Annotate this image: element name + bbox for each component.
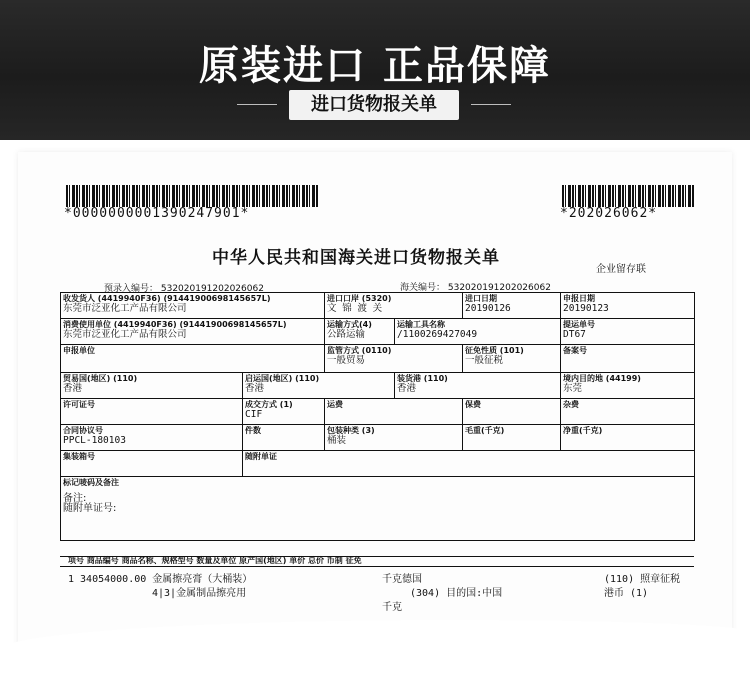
- vehicle-cell: 运输工具名称 /1100269427049: [395, 319, 561, 345]
- barcode-right-text: *202026062*: [560, 206, 658, 221]
- pre-entry-number: 预录入编号： 532020191202026062: [104, 284, 264, 294]
- record-number-cell: 备案号: [561, 345, 695, 373]
- goods-line-2-mid: (304) 目的国:中国: [410, 588, 503, 599]
- insurance-cell: 保费: [463, 399, 561, 425]
- misc-fee-cell: 杂费: [561, 399, 695, 425]
- container-cell: 集装箱号: [61, 451, 243, 477]
- pieces-cell: 件数: [243, 425, 325, 451]
- goods-line-2-right: 港币 (1): [604, 588, 649, 599]
- contract-cell: 合同协议号 PPCL-180103: [61, 425, 243, 451]
- marks-remarks-cell: 标记唛码及备注 备注: 随附单证号:: [61, 477, 695, 541]
- net-weight-cell: 净重(千克): [561, 425, 695, 451]
- goods-line-1-right: (110) 照章征税: [604, 574, 681, 585]
- promo-banner: [0, 0, 750, 140]
- attached-docs-cell: 随附单证: [243, 451, 695, 477]
- transport-cell: 运输方式(4) 公路运输: [325, 319, 395, 345]
- consumer-cell: 消费使用单位 (4419940F36) (91441900698145657L) 东莞市泛亚化工产品有限公司: [61, 319, 325, 345]
- barcode-left: [66, 185, 318, 207]
- banner-title: 原装进口 正品保障: [199, 43, 551, 89]
- bill-of-lading-cell: 提运单号 DT67: [561, 319, 695, 345]
- goods-table-header: 项号 商品编号 商品名称、规格型号 数量及单位 原产国(地区) 单价 总价 币制 征免: [68, 556, 362, 565]
- gross-weight-cell: 毛重(千克): [463, 425, 561, 451]
- document-title: 中华人民共和国海关进口货物报关单: [212, 248, 500, 268]
- declarant-cell: 申报单位: [61, 345, 325, 373]
- origin-country-cell: 启运国(地区) (110) 香港: [243, 373, 395, 399]
- goods-divider-bottom: [60, 566, 694, 567]
- loading-port-cell: 装货港 (110) 香港: [395, 373, 561, 399]
- declaration-form: [60, 292, 695, 541]
- deal-mode-cell: 成交方式 (1) CIF: [243, 399, 325, 425]
- declaration-date-cell: 申报日期 20190123: [561, 293, 695, 319]
- goods-line-3-mid: 千克: [382, 602, 402, 613]
- paper-curl: [0, 620, 750, 693]
- copy-label: 企业留存联: [596, 264, 646, 275]
- goods-line-1-left: 1 34054000.00 金属擦亮膏（大桶装）: [68, 574, 253, 585]
- levy-cell: 征免性质 (101) 一般征税: [463, 345, 561, 373]
- consignee-cell: 收发货人 (4419940F36) (91441900698145657L) 东莞市泛亚化工产品有限公司: [61, 293, 325, 319]
- goods-line-2-left: 4|3|金属制品擦亮用: [152, 588, 247, 599]
- barcode-right: [562, 185, 694, 207]
- package-cell: 包装种类 (3) 桶装: [325, 425, 463, 451]
- customs-number: 海关编号： 532020191202026062: [400, 283, 551, 293]
- goods-line-1-mid: 千克德国: [382, 574, 422, 585]
- import-date-cell: 进口日期 20190126: [463, 293, 561, 319]
- destination-cell: 境内目的地 (44199) 东莞: [561, 373, 695, 399]
- freight-cell: 运费: [325, 399, 463, 425]
- supervision-cell: 监管方式 (0110) 一般贸易: [325, 345, 463, 373]
- port-cell: 进口口岸 (5320) 文 锦 渡 关: [325, 293, 463, 319]
- banner-subtitle: 进口货物报关单: [289, 90, 459, 120]
- trade-country-cell: 贸易国(地区) (110) 香港: [61, 373, 243, 399]
- barcode-left-text: *0000000001390247901*: [64, 206, 250, 221]
- license-cell: 许可证号: [61, 399, 243, 425]
